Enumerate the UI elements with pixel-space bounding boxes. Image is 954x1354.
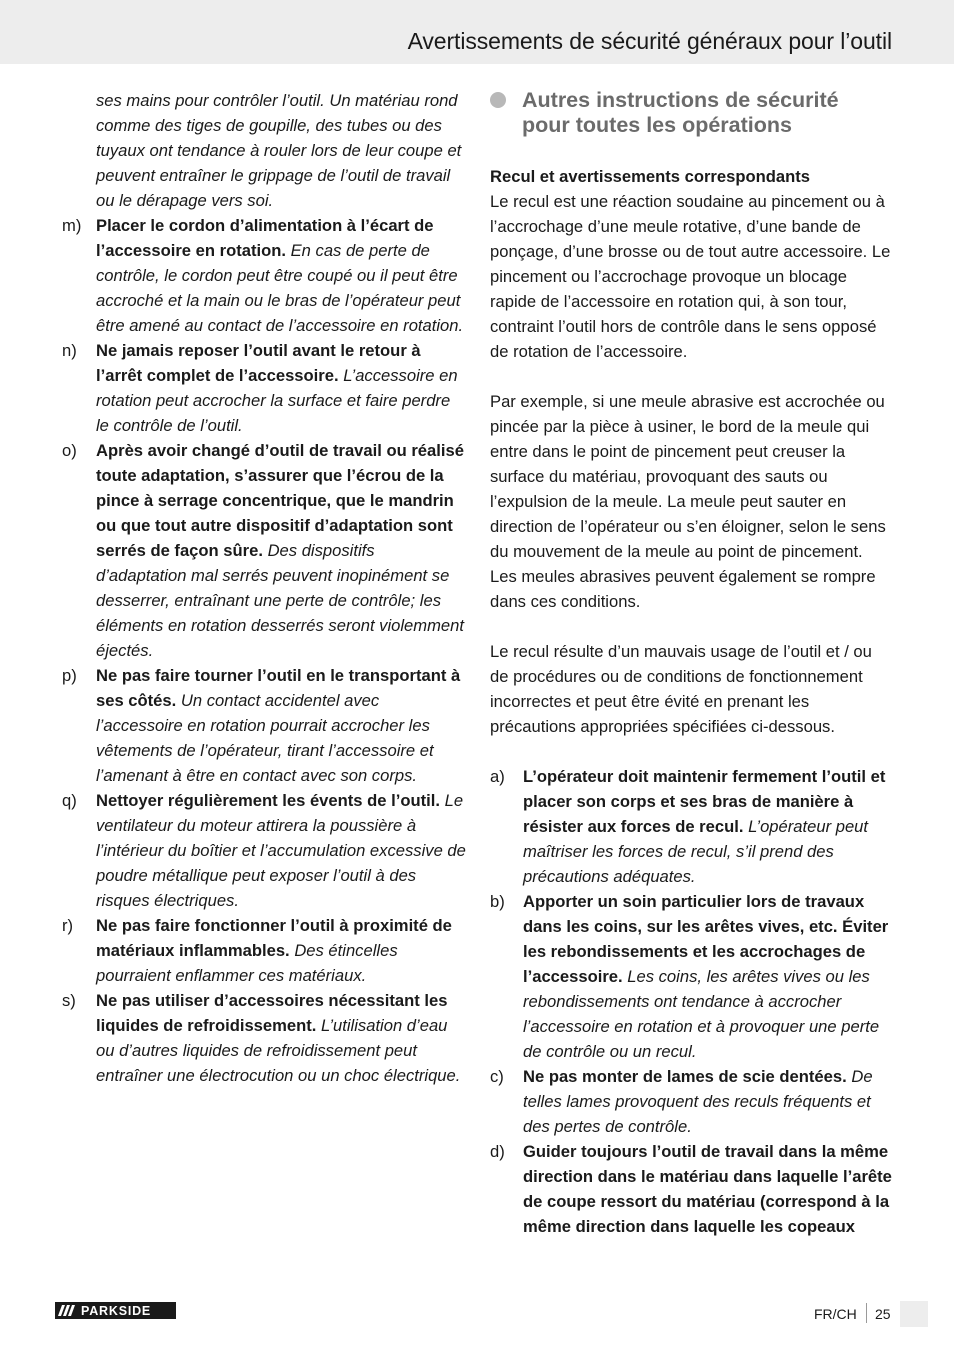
list-item — [62, 788, 466, 913]
item-marker: r) — [62, 916, 74, 935]
item-italic-text: L’accessoire en rotation peut accrocher la surface et faire perdre le contrôle de l’outil. — [96, 366, 458, 435]
item-marker: m) — [62, 216, 82, 235]
item-bold-text: Après avoir changé d’outil de travail ou réalisé toute adaptation, s’assurer que l’écrou de la pince à serrage concentrique, que le mandrin ou que tout autre dispositif d’adaptation sont serrés de façon sûre. — [96, 441, 464, 560]
item-marker: c) — [490, 1067, 504, 1086]
item-marker: d) — [490, 1142, 505, 1161]
item-marker: q) — [62, 791, 77, 810]
item-bold-text: Apporter un soin particulier lors de travaux dans les coins, sur les arêtes vives, etc. Éviter les rebondissements et les accrochages de l’accessoire. — [523, 892, 889, 986]
item-italic-text: En cas de perte de contrôle, le cordon peut être coupé ou il peut être accroché et la main ou le bras de l’opérateur peut être amené au contact de l’accessoire en rotation. — [96, 241, 464, 335]
item-italic-text: Les coins, les arêtes vives ou les rebondissements ont tendance à accrocher l’accessoire en rotation et à provoquer une perte de contrôle ou un recul. — [523, 967, 880, 1061]
logo-stripes-icon — [60, 1305, 75, 1316]
item-italic-text: L’opérateur peut maîtriser les forces de recul, s’il prend des précautions adéquates. — [523, 817, 869, 886]
list-item — [490, 889, 892, 1064]
footer-divider — [866, 1303, 867, 1323]
left-column — [62, 88, 466, 1088]
item-bold-text: L’opérateur doit maintenir fermement l’outil et placer son corps et ses bras de manière à résister aux forces de recul. — [523, 767, 886, 836]
right-column — [490, 88, 892, 1239]
paragraph: Le recul est une réaction soudaine au pincement ou à l’accrochage d’une meule rotative, d’une bande de ponçage, d’une brosse ou de tout autre accessoire. Le pincement ou l’accrochage provoque un blocage rapide de l’accessoire en rotation qui, à son tour, contraint l’outil hors de contrôle dans le sens opposé de rotation de l’accessoire. — [490, 192, 891, 361]
bullet-dot-icon — [490, 92, 506, 108]
subheading: Recul et avertissements correspondants — [490, 167, 811, 186]
item-bold-text: Ne pas faire tourner l’outil en le transportant à ses côtés. — [96, 666, 461, 710]
item-italic-text: Des étincelles pourraient enflammer ces matériaux. — [96, 941, 398, 985]
item-marker: b) — [490, 892, 505, 911]
list-item — [62, 663, 466, 788]
item-italic-text: L’utilisation d’eau ou d’autres liquides de refroidissement peut entraîner une électrocution ou un choc électrique. — [96, 1016, 461, 1085]
item-bold-text: Ne pas utiliser d’accessoires nécessitant les liquides de refroidissement. — [96, 991, 448, 1035]
section-title: Autres instructions de sécurité pour toutes les opérations — [522, 88, 839, 137]
page-tab-marker — [900, 1301, 928, 1327]
list-item — [62, 338, 466, 438]
item-bold-text: Ne pas monter de lames de scie dentées. — [523, 1067, 847, 1086]
continuation-text: ses mains pour contrôler l’outil. Un matériau rond comme des tiges de goupille, des tubes ou des tuyaux ont tendance à rouler lors de leur coupe et peuvent entraîner le grippage de l’outil de travail ou le dérapage vers soi. — [96, 91, 462, 210]
item-marker: s) — [62, 991, 76, 1010]
item-marker: p) — [62, 666, 77, 685]
item-italic-text: Le ventilateur du moteur attirera la poussière à l’intérieur du boîtier et l’accumulation excessive de poudre métallique peut exposer l’outil à des risques électriques. — [96, 791, 466, 910]
item-bold-text: Placer le cordon d’alimentation à l’écart de l’accessoire en rotation. — [96, 216, 434, 260]
item-bold-text: Ne jamais reposer l’outil avant le retour à l’arrêt complet de l’accessoire. — [96, 341, 421, 385]
item-marker: o) — [62, 441, 77, 460]
list-item — [490, 1139, 892, 1239]
list-item — [62, 988, 466, 1088]
logo-text: PARKSIDE — [81, 1303, 152, 1318]
parkside-logo — [55, 1302, 176, 1319]
list-item — [490, 1064, 892, 1139]
page-number: 25 — [875, 1306, 891, 1322]
item-bold-text: Nettoyer régulièrement les évents de l’outil. — [96, 791, 440, 810]
item-bold-text: Ne pas faire fonctionner l’outil à proximité de matériaux inflammables. — [96, 916, 452, 960]
list-item — [62, 438, 466, 663]
paragraph: Par exemple, si une meule abrasive est accrochée ou pincée par la pièce à usiner, le bord de la meule qui entre dans le point de pincement peut creuser la surface du matériau, provoquant des sauts ou l’expulsion de la meule. La meule peut sauter en direction de l’opérateur ou s’en éloigner, selon le sens du mouvement de la meule au point de pincement. Les meules abrasives peuvent également se rompre dans ces conditions. — [490, 392, 886, 611]
list-item — [490, 764, 892, 889]
section-heading — [490, 88, 892, 138]
list-item — [62, 913, 466, 988]
item-italic-text: Un contact accidentel avec l’accessoire en rotation pourrait accrocher les vêtements de l’opérateur, tirant l’accessoire et l’amenant à être en contact avec son corps. — [96, 691, 434, 785]
item-italic-text: De telles lames provoquent des reculs fréquents et des pertes de contrôle. — [523, 1067, 873, 1136]
item-bold-text: Guider toujours l’outil de travail dans la même direction dans le matériau dans laquelle l’arête de coupe ressort du matériau (correspond à la même direction dans laquelle les copeaux — [523, 1142, 892, 1236]
list-item — [62, 213, 466, 338]
paragraph: Le recul résulte d’un mauvais usage de l’outil et / ou de procédures ou de conditions de fonctionnement incorrectes et peut être évité en prenant les précautions appropriées spécifiées ci-dessous. — [490, 642, 872, 736]
page-title: Avertissements de sécurité généraux pour l’outil — [407, 28, 892, 54]
item-marker: n) — [62, 341, 77, 360]
page-header — [0, 0, 954, 64]
item-marker: a) — [490, 767, 505, 786]
language-code: FR/CH — [814, 1306, 857, 1322]
item-italic-text: Des dispositifs d’adaptation mal serrés peuvent inopinément se desserrer, entraînant une perte de contrôle; les éléments en rotation desserrés seront violemment éjectés. — [96, 541, 465, 660]
